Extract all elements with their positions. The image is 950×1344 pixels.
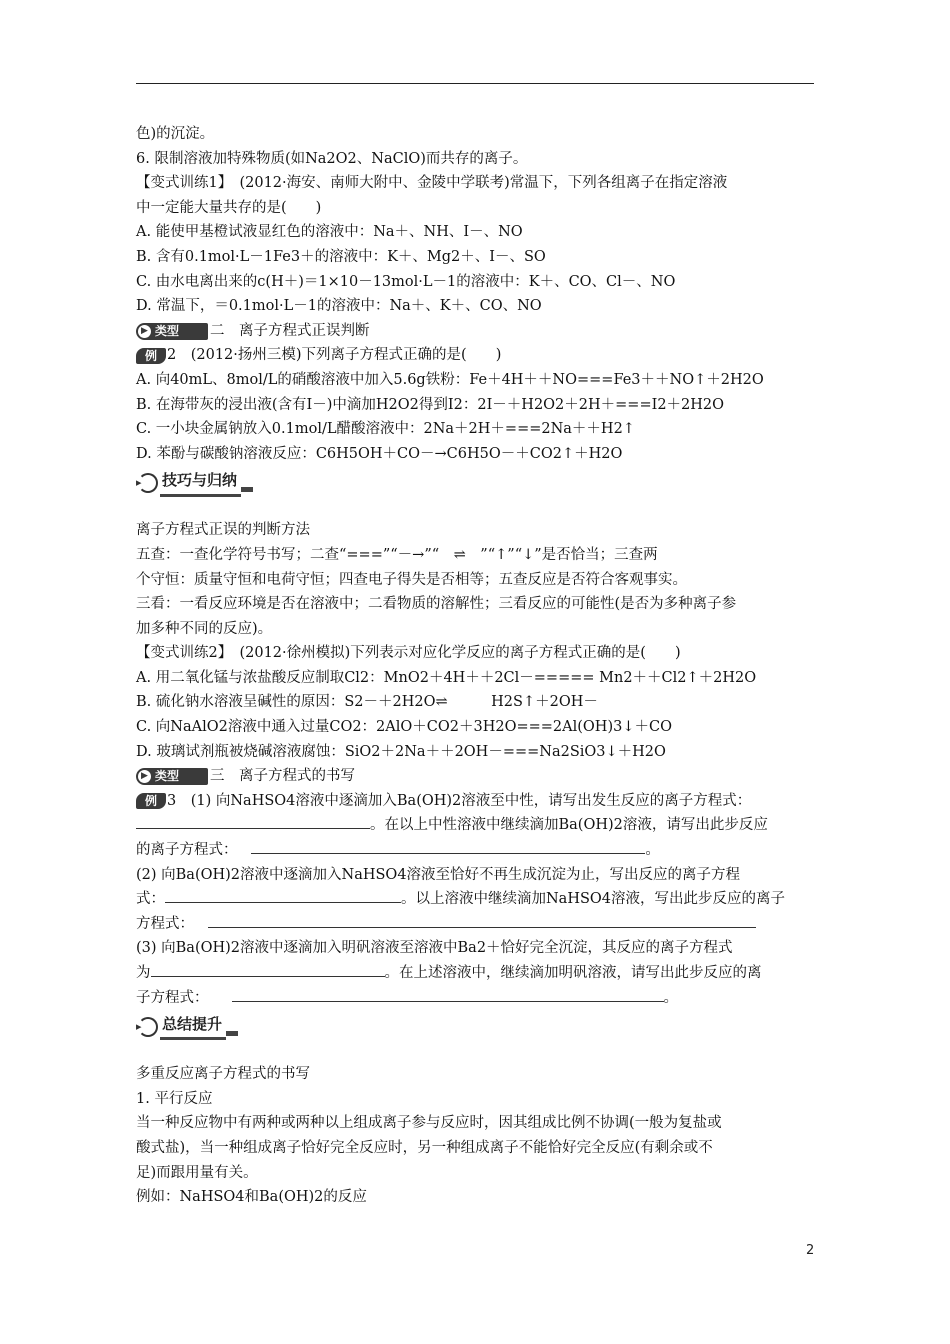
answer-blank — [151, 962, 385, 977]
option-d: D. 苯酚与碳酸钠溶液反应：C6H5OH＋CO－→C6H5O－＋CO2↑＋H2O — [136, 445, 623, 462]
text-line: 式： 。以上溶液中继续滴加NaHSO4溶液，写出此步反应的离子 — [136, 887, 816, 912]
section-type-2 — [136, 319, 816, 344]
text-line: (2) 向Ba(OH)2溶液中逐滴加入NaHSO4溶液至恰好不再生成沉淀为止，写出反应的离子方程 — [136, 866, 741, 883]
option-d: D. 常温下，＝0.1mol·L－1的溶液中：Na＋、K＋、CO、NO — [136, 298, 542, 315]
text-line: 色)的沉淀。 — [136, 126, 215, 142]
text-line: 子方程式： 。 — [136, 986, 816, 1011]
section-title: 二 离子方程式正误判断 — [210, 322, 370, 339]
text-line: 。在以上中性溶液中继续滴加Ba(OH)2溶液，请写出此步反应 — [136, 813, 816, 838]
text-line: 的离子方程式： 。 — [136, 838, 816, 863]
option-c: C. 由水电离出来的c(H＋)＝1×10－13mol·L－1的溶液中：K＋、CO、Cl－、NO — [136, 273, 676, 290]
answer-blank — [208, 913, 756, 928]
answer-blank — [136, 814, 370, 829]
answer-blank — [165, 888, 401, 903]
text-line: 个守恒：质量守恒和电荷守恒；四查电子得失是否相等；五查反应是否符合客观事实。 — [136, 571, 687, 588]
option-b: B. 含有0.1mol·L－1Fe3＋的溶液中：K＋、Mg2＋、I－、SO — [136, 248, 546, 265]
example-3-heading: 例 3 (1) 向NaHSO4溶液中逐滴加入Ba(OH)2溶液至中性，请写出发生反应的离子方程式： — [136, 789, 816, 814]
cycle-arrow-icon: ▸ — [136, 471, 158, 493]
answer-blank — [251, 839, 645, 854]
text-line: 例如：NaHSO4和Ba(OH)2的反应 — [136, 1189, 367, 1206]
option-a: A. 用二氧化锰与浓盐酸反应制取Cl2：MnO2＋4H＋＋2Cl－===== Mn2＋＋Cl2↑＋2H2O — [136, 669, 757, 686]
text-line: 足)而跟用量有关。 — [136, 1164, 258, 1181]
text-line: 中一定能大量共存的是( ) — [136, 199, 322, 216]
play-icon: ▶ — [138, 325, 151, 338]
example-2-heading: 例 2 (2012·扬州三模)下列离子方程式正确的是( ) — [136, 343, 816, 368]
text-line: (3) 向Ba(OH)2溶液中逐滴加入明矾溶液至溶液中Ba2＋恰好完全沉淀，其反应的离子方程式 — [136, 940, 733, 957]
text-line: 加多种不同的反应)。 — [136, 620, 273, 637]
page-number: 2 — [806, 1243, 815, 1258]
example-tag: 例 — [136, 348, 166, 364]
text-line: 6. 限制溶液加特殊物质(如Na2O2、NaClO)而共存的离子。 — [136, 150, 528, 167]
text-line: 为 。在上述溶液中，继续滴加明矾溶液，请写出此步反应的离 — [136, 961, 816, 986]
section-title: 三 离子方程式的书写 — [210, 768, 355, 785]
option-c: C. 向NaAlO2溶液中通入过量CO2：2AlO＋CO2＋3H2O===2Al(OH)3↓＋CO — [136, 719, 672, 736]
option-d: D. 玻璃试剂瓶被烧碱溶液腐蚀：SiO2＋2Na＋＋2OH－===Na2SiO3↓＋H2O — [136, 743, 666, 760]
option-b: B. 在海带灰的浸出液(含有I－)中滴加H2O2得到I2：2I－＋H2O2＋2H＋===I2＋2H2O — [136, 396, 725, 413]
option-a: A. 能使甲基橙试液显红色的溶液中：Na＋、NH、I－、NO — [136, 224, 523, 241]
option-a: A. 向40mL、8mol/L的硝酸溶液中加入5.6g铁粉：Fe＋4H＋＋NO===Fe3＋＋NO↑＋2H2O — [136, 371, 764, 388]
option-c: C. 一小块金属钠放入0.1mol/L醋酸溶液中：2Na＋2H＋===2Na＋＋H2↑ — [136, 421, 635, 438]
example-tag: 例 — [136, 793, 166, 809]
exercise-2-heading: 【变式训练2】 (2012·徐州模拟)下列表示对应化学反应的离子方程式正确的是( ) — [136, 645, 681, 662]
text-line: 1. 平行反应 — [136, 1090, 213, 1107]
play-icon: ▶ — [138, 770, 151, 783]
exercise-1-heading: 【变式训练1】 (2012·海安、南师大附中、金陵中学联考)常温下，下列各组离子在指定溶液 — [136, 175, 728, 192]
answer-blank — [232, 987, 664, 1002]
section-type-3 — [136, 764, 816, 789]
type-tag: ▶ 类型 — [136, 768, 208, 785]
text-line: 离子方程式正误的判断方法 — [136, 522, 310, 539]
text-line: 酸式盐)，当一种组成离子恰好完全反应时，另一种组成离子不能恰好完全反应(有剩余或不 — [136, 1139, 713, 1156]
cycle-arrow-icon: ▸ — [136, 1015, 158, 1037]
skills-banner: ▸ 技巧与归纳 — [136, 468, 816, 496]
text-line: 三看：一看反应环境是否在溶液中；二看物质的溶解性；三看反应的可能性(是否为多种离子参 — [136, 596, 737, 613]
text-line: 多重反应离子方程式的书写 — [136, 1066, 310, 1083]
document-body — [136, 122, 816, 1210]
text-line: 当一种反应物中有两种或两种以上组成离子参与反应时，因其组成比例不协调(一般为复盐或 — [136, 1115, 722, 1132]
text-line: 方程式： — [136, 912, 816, 937]
header-rule — [136, 83, 814, 84]
option-b: B. 硫化钠水溶液呈碱性的原因：S2－＋2H2O⇌ H2S↑＋2OH－ — [136, 694, 598, 711]
summary-banner: ▸ 总结提升 — [136, 1012, 816, 1040]
text-line: 五查：一查化学符号书写；二查“===”“－→”“ ⇌ ”“↑”“↓”是否恰当；三查两 — [136, 546, 658, 563]
type-tag: ▶ 类型 — [136, 323, 208, 340]
